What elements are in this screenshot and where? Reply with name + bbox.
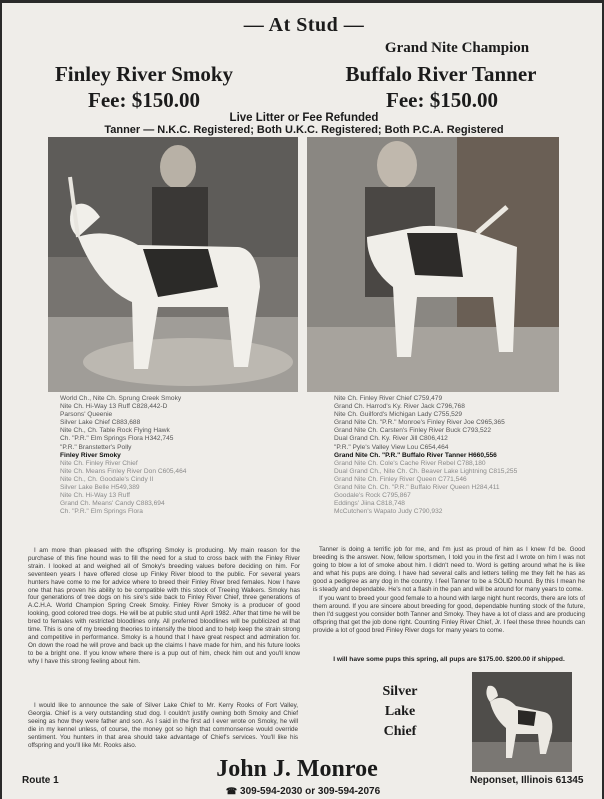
pedigree-entry: "P.R." Pyle's Valley View Lou C654,464 [334,443,449,451]
right-dog-name: Buffalo River Tanner [345,62,537,86]
buffalo-river-tanner-photo [307,137,559,392]
ad-heading: — At Stud — [243,14,365,36]
pedigree-entry: Goodale's Rock C795,867 [334,492,411,500]
pups-price-note: I will have some pups this spring, all pups are $175.00. $200.00 if shipped. [333,656,565,663]
story-paragraph: I am more than pleased with the offspring Smoky is producing. My main reason for the purchase of this fine hound was to fill the need for a stud to cross back with the Finley River strain. I looked at and weighed all of Smoky's breeding values before deciding on him. For seventeen years I have offered close up Finley River blood to the public. For several years hunters have come to me for advice where to breed their Finley River bred females. Now I have one that has proven his ability to be compatible with this stock of Treeing Walkers. Smoky has four generations of tree dogs on his sire's side back to Finley River Chief, three generations of A.C.H.A. World Champion Spring Creek Smoky. Finley River Smoky is a producer of good looking, good colored tree dogs. He will be at public stud until April 1982. After that time he will be bred to females with restricted bloodlines only. All preferred bloodlines will be publicized at that time. This is one of my breeding theories to intensify the blood and to help keep the strain strong and competitive in performance. Smoky is a hound that I have great respect and admiration for. On down the road he will prove and back up the claims I have made for him, and his future looks to be a bright one. If you know where there is a pup out of him, check him out and you'll know why I have this strong feeling about him. [28,547,300,665]
story-paragraph: Tanner is doing a terrific job for me, and I'm just as proud of him as I knew I'd be. Good breeding is the answer. Now, fellow sportsmen, I told you in the first ad I wrote on him I was not going to blow a lot of smoke about him. I didn't need to. Word is getting around what he is like and what his pups are doing. I have had several calls and letters telling me they felt he has as good a pedigree as any dog in the country. I feel Tanner to be a SOLID hound. By this I mean he is steady and dependable. He's not a flash in the pan and will be around for many years to come. [313,546,585,593]
top-rule [2,0,604,3]
registration-note: Tanner — N.K.C. Registered; Both U.K.C. Registered; Both P.C.A. Registered [104,124,504,136]
finley-river-smoky-photo [48,137,298,392]
caption-line: Lake [384,704,416,719]
pedigree-entry: Grand Ch. Harrod's Ky. River Jack C796,768 [334,403,465,411]
pedigree-entry: Silver Lake Chief C883,688 [60,419,141,427]
right-dog-fee: Fee: $150.00 [386,88,498,112]
phone-line [198,786,408,797]
tanner-description [313,546,585,637]
owner-name: John J. Monroe [216,756,378,782]
left-dog-fee: Fee: $150.00 [88,88,200,112]
phone-icon: ☎ [225,786,238,796]
phone-numbers: 309-594-2030 or 309-594-2076 [240,786,381,797]
pedigree-entry: Grand Nite Ch. Carsten's Finley River Buck C793,522 [334,427,492,435]
pedigree-entry: World Ch., Nite Ch. Sprung Creek Smoky [60,395,182,402]
pedigree-entry: Nite Ch. Guilford's Michigan Lady C755,529 [334,411,463,419]
tanner-pedigree [334,395,584,516]
smoky-description [28,547,300,668]
pedigree-entry: Nite Ch., Ch. Goodale's Cindy II [60,475,154,483]
pedigree-entry: Nite Ch. Means Finley River Don C605,464 [60,467,187,475]
pedigree-entry: "P.R." Branstetter's Polly [60,443,132,451]
pedigree-subject: Grand Nite Ch. "P.R." Buffalo River Tanner H660,556 [334,451,497,459]
caption-line: Silver [382,684,418,699]
caption-line: Chief [383,724,417,739]
pedigree-subject: Finley River Smoky [60,451,121,459]
pedigree-entry: Grand Ch. Means' Candy C883,694 [60,500,165,508]
silver-lake-chief-caption [360,682,440,742]
story-paragraph: I would like to announce the sale of Silver Lake Chief to Mr. Kerry Rooks of Fort Valley, Georgia. Chief is a very outstanding stud dog. I couldn't justify owning both Smoky and Chief seeing as how they were father and son. As I said in the first ad I ever wrote on Smoky, he will die in my kennel unless, of course, the money got so high that commonsense would override sentiment. You hunters in that area should take advantage of Chief's services. You'll like his offspring and you'll like Mr. Rooks also. [28,702,298,749]
pedigree-entry: Nite Ch. Finley River Chief C759,479 [334,395,443,402]
pedigree-entry: Dual Grand Ch., Nite Ch. Ch. Beaver Lake Lightning C815,255 [334,467,518,475]
live-litter-note: Live Litter or Fee Refunded [229,112,379,124]
left-dog-name: Finley River Smoky [54,62,234,86]
pedigree-entry: Ch. "P.R." Elm Springs Flora [60,508,143,516]
pedigree-entry: Ch. "P.R." Elm Springs Flora H342,745 [60,435,174,443]
owner-city: Neponset, Illinois 61345 [470,775,584,786]
pedigree-entry: Grand Nite Ch. "P.R." Monroe's Finley River Joe C965,365 [334,419,505,427]
pedigree-entry: Dual Grand Ch. Ky. River Jill C806,412 [334,435,448,443]
silver-lake-chief-photo [472,672,572,772]
pedigree-entry: Nite Ch. Hi-Way 13 Ruff [60,492,130,500]
silver-lake-chief-announcement [28,702,298,751]
route-label: Route 1 [22,775,59,786]
right-dog-title: Grand Nite Champion [384,40,530,56]
pedigree-entry: Grand Nite Ch. Cole's Cache River Rebel C788,180 [334,459,486,467]
pedigree-entry: Grand Nite Ch. Ch. "P.R." Buffalo River Queen H284,411 [334,484,500,492]
smoky-pedigree [60,395,300,516]
pedigree-entry: Nite Ch. Finley River Chief [60,459,138,467]
pedigree-entry: Parsons' Queenie [60,411,113,419]
pedigree-entry: Grand Nite Ch. Finley River Queen C771,546 [334,475,467,483]
pedigree-entry: McCutchen's Wapato Judy C790,932 [334,508,443,516]
pedigree-entry: Eddings' Jiina C818,748 [334,500,405,508]
pedigree-entry: Nite Ch., Ch. Table Rock Flying Hawk [60,427,170,435]
story-paragraph: If you want to breed your good female to a hound with large night hunt records, there are lots of them around. If you are sincere about breeding for good, dependable hunting stock of the future, then I'd suggest you consider both Tanner and Smoky. They have a lot of class and are producing offspring that get the job done right. Counting Finley River Chief, Jr. I feel these three hounds can provide a lot of good bred Finley River dogs for many years to come. [313,595,585,635]
pedigree-entry: Nite Ch. Hi-Way 13 Ruff C828,442-D [60,403,168,411]
pedigree-entry: Silver Lake Belle H549,389 [60,484,140,492]
